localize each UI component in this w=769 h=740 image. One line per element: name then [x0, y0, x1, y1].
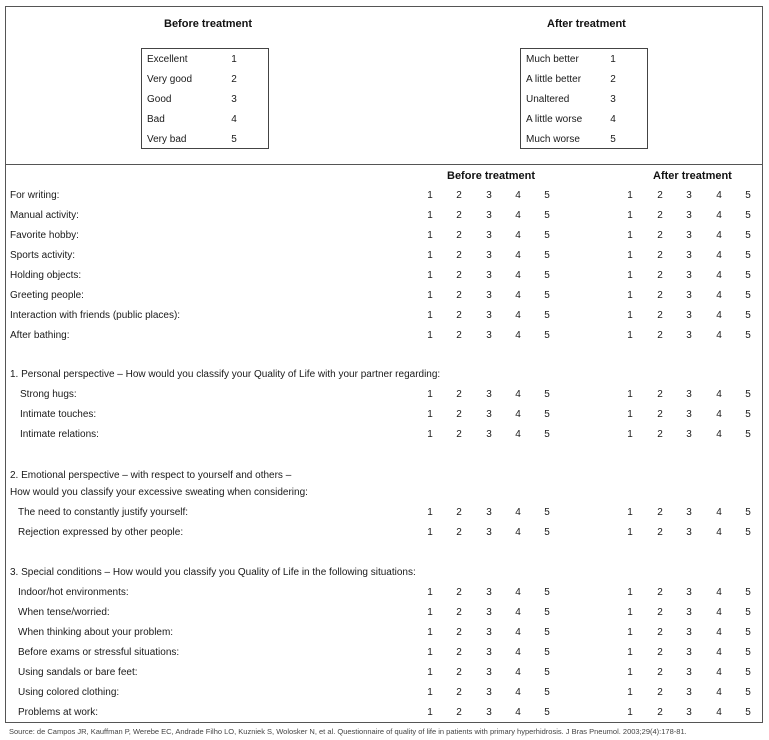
before-score-4: 4 [515, 290, 521, 301]
before-score-3: 3 [486, 330, 492, 341]
after-score-2: 2 [657, 250, 663, 261]
before-score-4: 4 [515, 389, 521, 400]
after-score-4: 4 [716, 190, 722, 201]
after-score-1: 1 [627, 310, 633, 321]
after-score-1: 1 [627, 627, 633, 638]
after-score-1: 1 [627, 507, 633, 518]
before-score-3: 3 [486, 527, 492, 538]
before-score-4: 4 [515, 250, 521, 261]
before-score-5: 5 [544, 607, 550, 618]
before-score-4: 4 [515, 607, 521, 618]
after-score-4: 4 [716, 667, 722, 678]
after-score-1: 1 [627, 409, 633, 420]
before-score-1: 1 [427, 310, 433, 321]
before-score-3: 3 [486, 707, 492, 718]
row-label: Rejection expressed by other people: [18, 527, 184, 538]
after-score-1: 1 [627, 707, 633, 718]
source-note: Source: de Campos JR, Kauffman P, Werebe EC, Andrade Filho LO, Kuzniek S, Wolosker N, et al. Questionnaire of quality of life in patients with primary hyperhidrosis. J Bras Pneumol. 2003;29(4):178-81. [9, 727, 687, 736]
after-score-5: 5 [745, 429, 751, 440]
before-score-5: 5 [544, 507, 550, 518]
after-score-5: 5 [745, 667, 751, 678]
after-score-2: 2 [657, 409, 663, 420]
row-label: Intimate touches: [20, 409, 97, 420]
before-score-3: 3 [486, 290, 492, 301]
after-score-4: 4 [716, 647, 722, 658]
after-score-5: 5 [745, 647, 751, 658]
top-after-heading: After treatment [547, 18, 626, 30]
after-score-1: 1 [627, 290, 633, 301]
top-after-label: Much better [526, 54, 579, 65]
after-score-2: 2 [657, 687, 663, 698]
top-before-value: 3 [231, 94, 237, 105]
before-score-3: 3 [486, 310, 492, 321]
col-before-heading: Before treatment [447, 170, 536, 182]
col-after-heading: After treatment [653, 170, 732, 182]
before-score-4: 4 [515, 527, 521, 538]
before-score-4: 4 [515, 270, 521, 281]
before-score-2: 2 [456, 210, 462, 221]
before-score-4: 4 [515, 429, 521, 440]
after-score-2: 2 [657, 647, 663, 658]
before-score-3: 3 [486, 627, 492, 638]
after-score-5: 5 [745, 409, 751, 420]
after-score-1: 1 [627, 250, 633, 261]
before-score-2: 2 [456, 310, 462, 321]
top-before-label: Bad [147, 114, 165, 125]
before-score-3: 3 [486, 250, 492, 261]
row-label: Sports activity: [10, 250, 76, 261]
after-score-3: 3 [686, 687, 692, 698]
before-score-5: 5 [544, 330, 550, 341]
row-label: When tense/worried: [18, 607, 110, 618]
after-score-5: 5 [745, 507, 751, 518]
after-score-5: 5 [745, 290, 751, 301]
after-score-5: 5 [745, 270, 751, 281]
before-score-3: 3 [486, 270, 492, 281]
row-label: Intimate relations: [20, 429, 99, 440]
before-score-3: 3 [486, 587, 492, 598]
before-score-2: 2 [456, 707, 462, 718]
after-score-4: 4 [716, 210, 722, 221]
row-label: Indoor/hot environments: [18, 587, 129, 598]
before-score-4: 4 [515, 190, 521, 201]
before-score-1: 1 [427, 429, 433, 440]
before-score-4: 4 [515, 647, 521, 658]
before-score-5: 5 [544, 310, 550, 321]
after-score-1: 1 [627, 607, 633, 618]
after-score-1: 1 [627, 647, 633, 658]
after-score-1: 1 [627, 389, 633, 400]
row-label: Using sandals or bare feet: [18, 667, 138, 678]
after-score-2: 2 [657, 389, 663, 400]
after-score-2: 2 [657, 527, 663, 538]
table-frame [5, 6, 763, 723]
after-score-5: 5 [745, 230, 751, 241]
before-score-2: 2 [456, 250, 462, 261]
row-label: The need to constantly justify yourself: [18, 507, 189, 518]
before-score-1: 1 [427, 190, 433, 201]
after-score-4: 4 [716, 607, 722, 618]
before-score-2: 2 [456, 667, 462, 678]
before-score-5: 5 [544, 687, 550, 698]
before-score-4: 4 [515, 230, 521, 241]
before-score-4: 4 [515, 587, 521, 598]
row-label: Greeting people: [10, 290, 84, 301]
before-score-2: 2 [456, 527, 462, 538]
after-score-3: 3 [686, 607, 692, 618]
after-score-4: 4 [716, 527, 722, 538]
after-score-1: 1 [627, 270, 633, 281]
top-before-label: Good [147, 94, 172, 105]
before-score-4: 4 [515, 310, 521, 321]
after-score-1: 1 [627, 587, 633, 598]
before-score-5: 5 [544, 290, 550, 301]
before-score-1: 1 [427, 409, 433, 420]
before-score-2: 2 [456, 330, 462, 341]
before-score-4: 4 [515, 667, 521, 678]
before-score-5: 5 [544, 587, 550, 598]
after-score-3: 3 [686, 707, 692, 718]
after-score-1: 1 [627, 667, 633, 678]
row-label: Interaction with friends (public places): [10, 310, 181, 321]
after-score-1: 1 [627, 190, 633, 201]
after-score-2: 2 [657, 429, 663, 440]
after-score-3: 3 [686, 250, 692, 261]
after-score-2: 2 [657, 290, 663, 301]
after-score-1: 1 [627, 330, 633, 341]
section-heading: 3. Special conditions – How would you classify you Quality of Life in the following situations: [10, 567, 416, 578]
before-score-1: 1 [427, 250, 433, 261]
after-score-4: 4 [716, 270, 722, 281]
before-score-1: 1 [427, 210, 433, 221]
before-score-4: 4 [515, 330, 521, 341]
after-score-3: 3 [686, 587, 692, 598]
after-score-5: 5 [745, 687, 751, 698]
after-score-4: 4 [716, 707, 722, 718]
after-score-3: 3 [686, 627, 692, 638]
after-score-2: 2 [657, 587, 663, 598]
before-score-1: 1 [427, 270, 433, 281]
after-score-3: 3 [686, 190, 692, 201]
after-score-3: 3 [686, 270, 692, 281]
top-before-heading: Before treatment [164, 18, 253, 30]
after-score-5: 5 [745, 627, 751, 638]
before-score-5: 5 [544, 667, 550, 678]
row-label: Problems at work: [18, 707, 99, 718]
row-label: Strong hugs: [20, 389, 77, 400]
top-before-label: Very good [147, 74, 193, 85]
before-score-3: 3 [486, 210, 492, 221]
row-label: Favorite hobby: [10, 230, 79, 241]
before-score-5: 5 [544, 707, 550, 718]
after-score-4: 4 [716, 330, 722, 341]
after-score-2: 2 [657, 310, 663, 321]
before-score-3: 3 [486, 507, 492, 518]
after-score-3: 3 [686, 310, 692, 321]
before-score-1: 1 [427, 707, 433, 718]
after-score-4: 4 [716, 687, 722, 698]
after-score-4: 4 [716, 230, 722, 241]
after-score-2: 2 [657, 210, 663, 221]
before-score-3: 3 [486, 190, 492, 201]
after-score-4: 4 [716, 627, 722, 638]
top-after-value: 4 [610, 114, 616, 125]
before-score-3: 3 [486, 230, 492, 241]
before-score-2: 2 [456, 190, 462, 201]
before-score-2: 2 [456, 687, 462, 698]
after-score-5: 5 [745, 210, 751, 221]
row-label: When thinking about your problem: [18, 627, 174, 638]
after-score-1: 1 [627, 527, 633, 538]
after-score-2: 2 [657, 607, 663, 618]
after-score-2: 2 [657, 627, 663, 638]
after-score-3: 3 [686, 429, 692, 440]
before-score-1: 1 [427, 230, 433, 241]
before-score-5: 5 [544, 270, 550, 281]
after-score-4: 4 [716, 250, 722, 261]
top-before-value: 1 [231, 54, 237, 65]
top-before-value: 4 [231, 114, 237, 125]
before-score-1: 1 [427, 647, 433, 658]
after-score-2: 2 [657, 507, 663, 518]
after-score-3: 3 [686, 290, 692, 301]
after-score-5: 5 [745, 527, 751, 538]
before-score-5: 5 [544, 389, 550, 400]
after-score-4: 4 [716, 290, 722, 301]
before-score-3: 3 [486, 687, 492, 698]
after-score-1: 1 [627, 429, 633, 440]
top-before-label: Very bad [147, 134, 187, 145]
before-score-4: 4 [515, 507, 521, 518]
before-score-1: 1 [427, 687, 433, 698]
before-score-5: 5 [544, 210, 550, 221]
before-score-2: 2 [456, 270, 462, 281]
after-score-1: 1 [627, 210, 633, 221]
before-score-2: 2 [456, 627, 462, 638]
after-score-5: 5 [745, 389, 751, 400]
after-score-2: 2 [657, 230, 663, 241]
after-score-5: 5 [745, 310, 751, 321]
after-score-5: 5 [745, 707, 751, 718]
before-score-3: 3 [486, 607, 492, 618]
after-score-4: 4 [716, 587, 722, 598]
before-score-2: 2 [456, 230, 462, 241]
row-label: Holding objects: [10, 270, 82, 281]
before-score-2: 2 [456, 290, 462, 301]
before-score-2: 2 [456, 647, 462, 658]
before-score-2: 2 [456, 429, 462, 440]
before-score-3: 3 [486, 667, 492, 678]
before-score-1: 1 [427, 527, 433, 538]
after-score-2: 2 [657, 667, 663, 678]
row-label: Manual activity: [10, 210, 79, 221]
before-score-2: 2 [456, 607, 462, 618]
after-score-2: 2 [657, 707, 663, 718]
row-label: Before exams or stressful situations: [18, 647, 180, 658]
before-score-3: 3 [486, 647, 492, 658]
after-score-3: 3 [686, 230, 692, 241]
after-score-5: 5 [745, 607, 751, 618]
before-score-4: 4 [515, 707, 521, 718]
top-after-value: 1 [610, 54, 616, 65]
after-score-2: 2 [657, 190, 663, 201]
after-score-3: 3 [686, 507, 692, 518]
section-heading: How would you classify your excessive sweating when considering: [10, 487, 308, 498]
row-label: Using colored clothing: [18, 687, 120, 698]
before-score-5: 5 [544, 190, 550, 201]
top-after-value: 2 [610, 74, 616, 85]
after-score-5: 5 [745, 190, 751, 201]
before-score-5: 5 [544, 527, 550, 538]
after-score-4: 4 [716, 310, 722, 321]
after-score-3: 3 [686, 210, 692, 221]
after-score-3: 3 [686, 527, 692, 538]
before-score-4: 4 [515, 627, 521, 638]
before-score-1: 1 [427, 330, 433, 341]
section-heading: 2. Emotional perspective – with respect to yourself and others – [10, 470, 292, 481]
before-score-2: 2 [456, 409, 462, 420]
before-score-1: 1 [427, 607, 433, 618]
before-score-1: 1 [427, 667, 433, 678]
top-before-value: 2 [231, 74, 237, 85]
section-heading: 1. Personal perspective – How would you classify your Quality of Life with your partner regarding: [10, 369, 441, 380]
section-divider [5, 164, 763, 165]
before-score-1: 1 [427, 389, 433, 400]
after-score-5: 5 [745, 250, 751, 261]
before-score-4: 4 [515, 409, 521, 420]
top-after-label: Much worse [526, 134, 580, 145]
before-score-2: 2 [456, 587, 462, 598]
after-score-3: 3 [686, 389, 692, 400]
before-score-5: 5 [544, 429, 550, 440]
after-score-1: 1 [627, 687, 633, 698]
before-score-1: 1 [427, 627, 433, 638]
after-score-5: 5 [745, 330, 751, 341]
before-score-5: 5 [544, 230, 550, 241]
top-after-label: A little worse [526, 114, 583, 125]
after-score-2: 2 [657, 270, 663, 281]
before-score-4: 4 [515, 210, 521, 221]
row-label: After bathing: [10, 330, 70, 341]
before-score-4: 4 [515, 687, 521, 698]
after-score-4: 4 [716, 389, 722, 400]
before-score-5: 5 [544, 250, 550, 261]
top-before-value: 5 [231, 134, 237, 145]
top-after-value: 5 [610, 134, 616, 145]
before-score-3: 3 [486, 389, 492, 400]
after-score-2: 2 [657, 330, 663, 341]
after-score-3: 3 [686, 667, 692, 678]
after-score-3: 3 [686, 647, 692, 658]
before-score-2: 2 [456, 507, 462, 518]
before-score-3: 3 [486, 409, 492, 420]
before-score-5: 5 [544, 647, 550, 658]
after-score-4: 4 [716, 507, 722, 518]
after-score-1: 1 [627, 230, 633, 241]
after-score-3: 3 [686, 409, 692, 420]
after-score-4: 4 [716, 429, 722, 440]
after-score-3: 3 [686, 330, 692, 341]
before-score-5: 5 [544, 409, 550, 420]
row-label: For writing: [10, 190, 60, 201]
top-after-label: A little better [526, 74, 582, 85]
after-score-5: 5 [745, 587, 751, 598]
top-before-label: Excellent [147, 54, 188, 65]
top-after-value: 3 [610, 94, 616, 105]
before-score-5: 5 [544, 627, 550, 638]
before-score-1: 1 [427, 587, 433, 598]
before-score-3: 3 [486, 429, 492, 440]
after-score-4: 4 [716, 409, 722, 420]
before-score-1: 1 [427, 290, 433, 301]
before-score-1: 1 [427, 507, 433, 518]
top-after-label: Unaltered [526, 94, 570, 105]
before-score-2: 2 [456, 389, 462, 400]
